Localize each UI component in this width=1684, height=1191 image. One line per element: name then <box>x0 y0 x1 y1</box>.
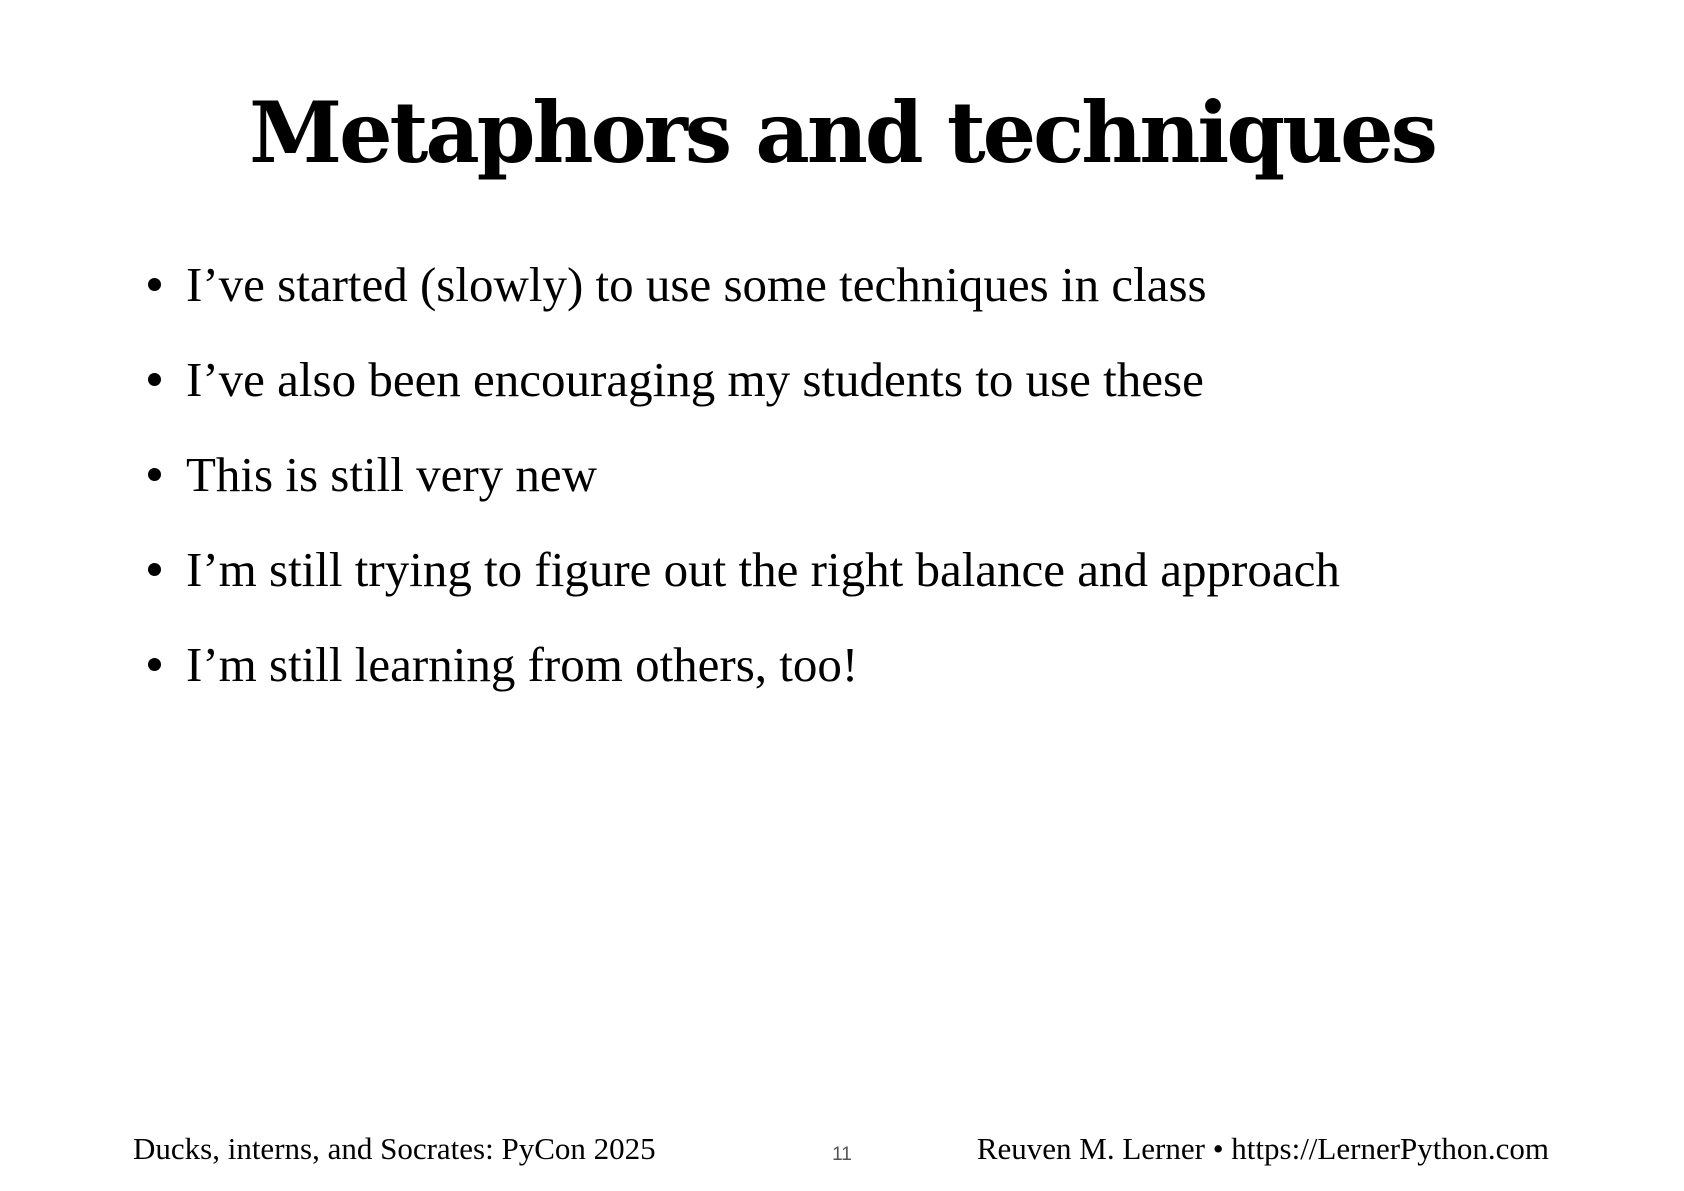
footer-author-link: Reuven M. Lerner • https://LernerPython.com <box>976 1131 1549 1166</box>
bullet-item <box>140 522 1340 617</box>
bullet-text: I’m still learning from others, too! <box>186 636 859 692</box>
bullet-text: I’ve started (slowly) to use some techniques in class <box>186 256 1207 312</box>
bullet-icon <box>148 373 161 386</box>
bullet-item <box>140 332 1340 427</box>
page-number: 11 <box>832 1144 852 1165</box>
bullet-icon <box>148 658 161 671</box>
bullet-text: I’ve also been encouraging my students to use these <box>186 351 1204 407</box>
bullet-item <box>140 237 1340 332</box>
bullet-icon <box>148 563 161 576</box>
footer-talk-title: Ducks, interns, and Socrates: PyCon 2025 <box>133 1131 656 1166</box>
bullet-item <box>140 427 1340 522</box>
bullet-item <box>140 617 1340 712</box>
bullet-text: This is still very new <box>186 446 598 502</box>
bullet-text: I’m still trying to figure out the right balance and approach <box>186 541 1340 597</box>
bullet-icon <box>148 468 161 481</box>
slide-title: Metaphors and techniques <box>249 83 1435 182</box>
bullet-list <box>140 237 1340 712</box>
bullet-icon <box>148 278 161 291</box>
